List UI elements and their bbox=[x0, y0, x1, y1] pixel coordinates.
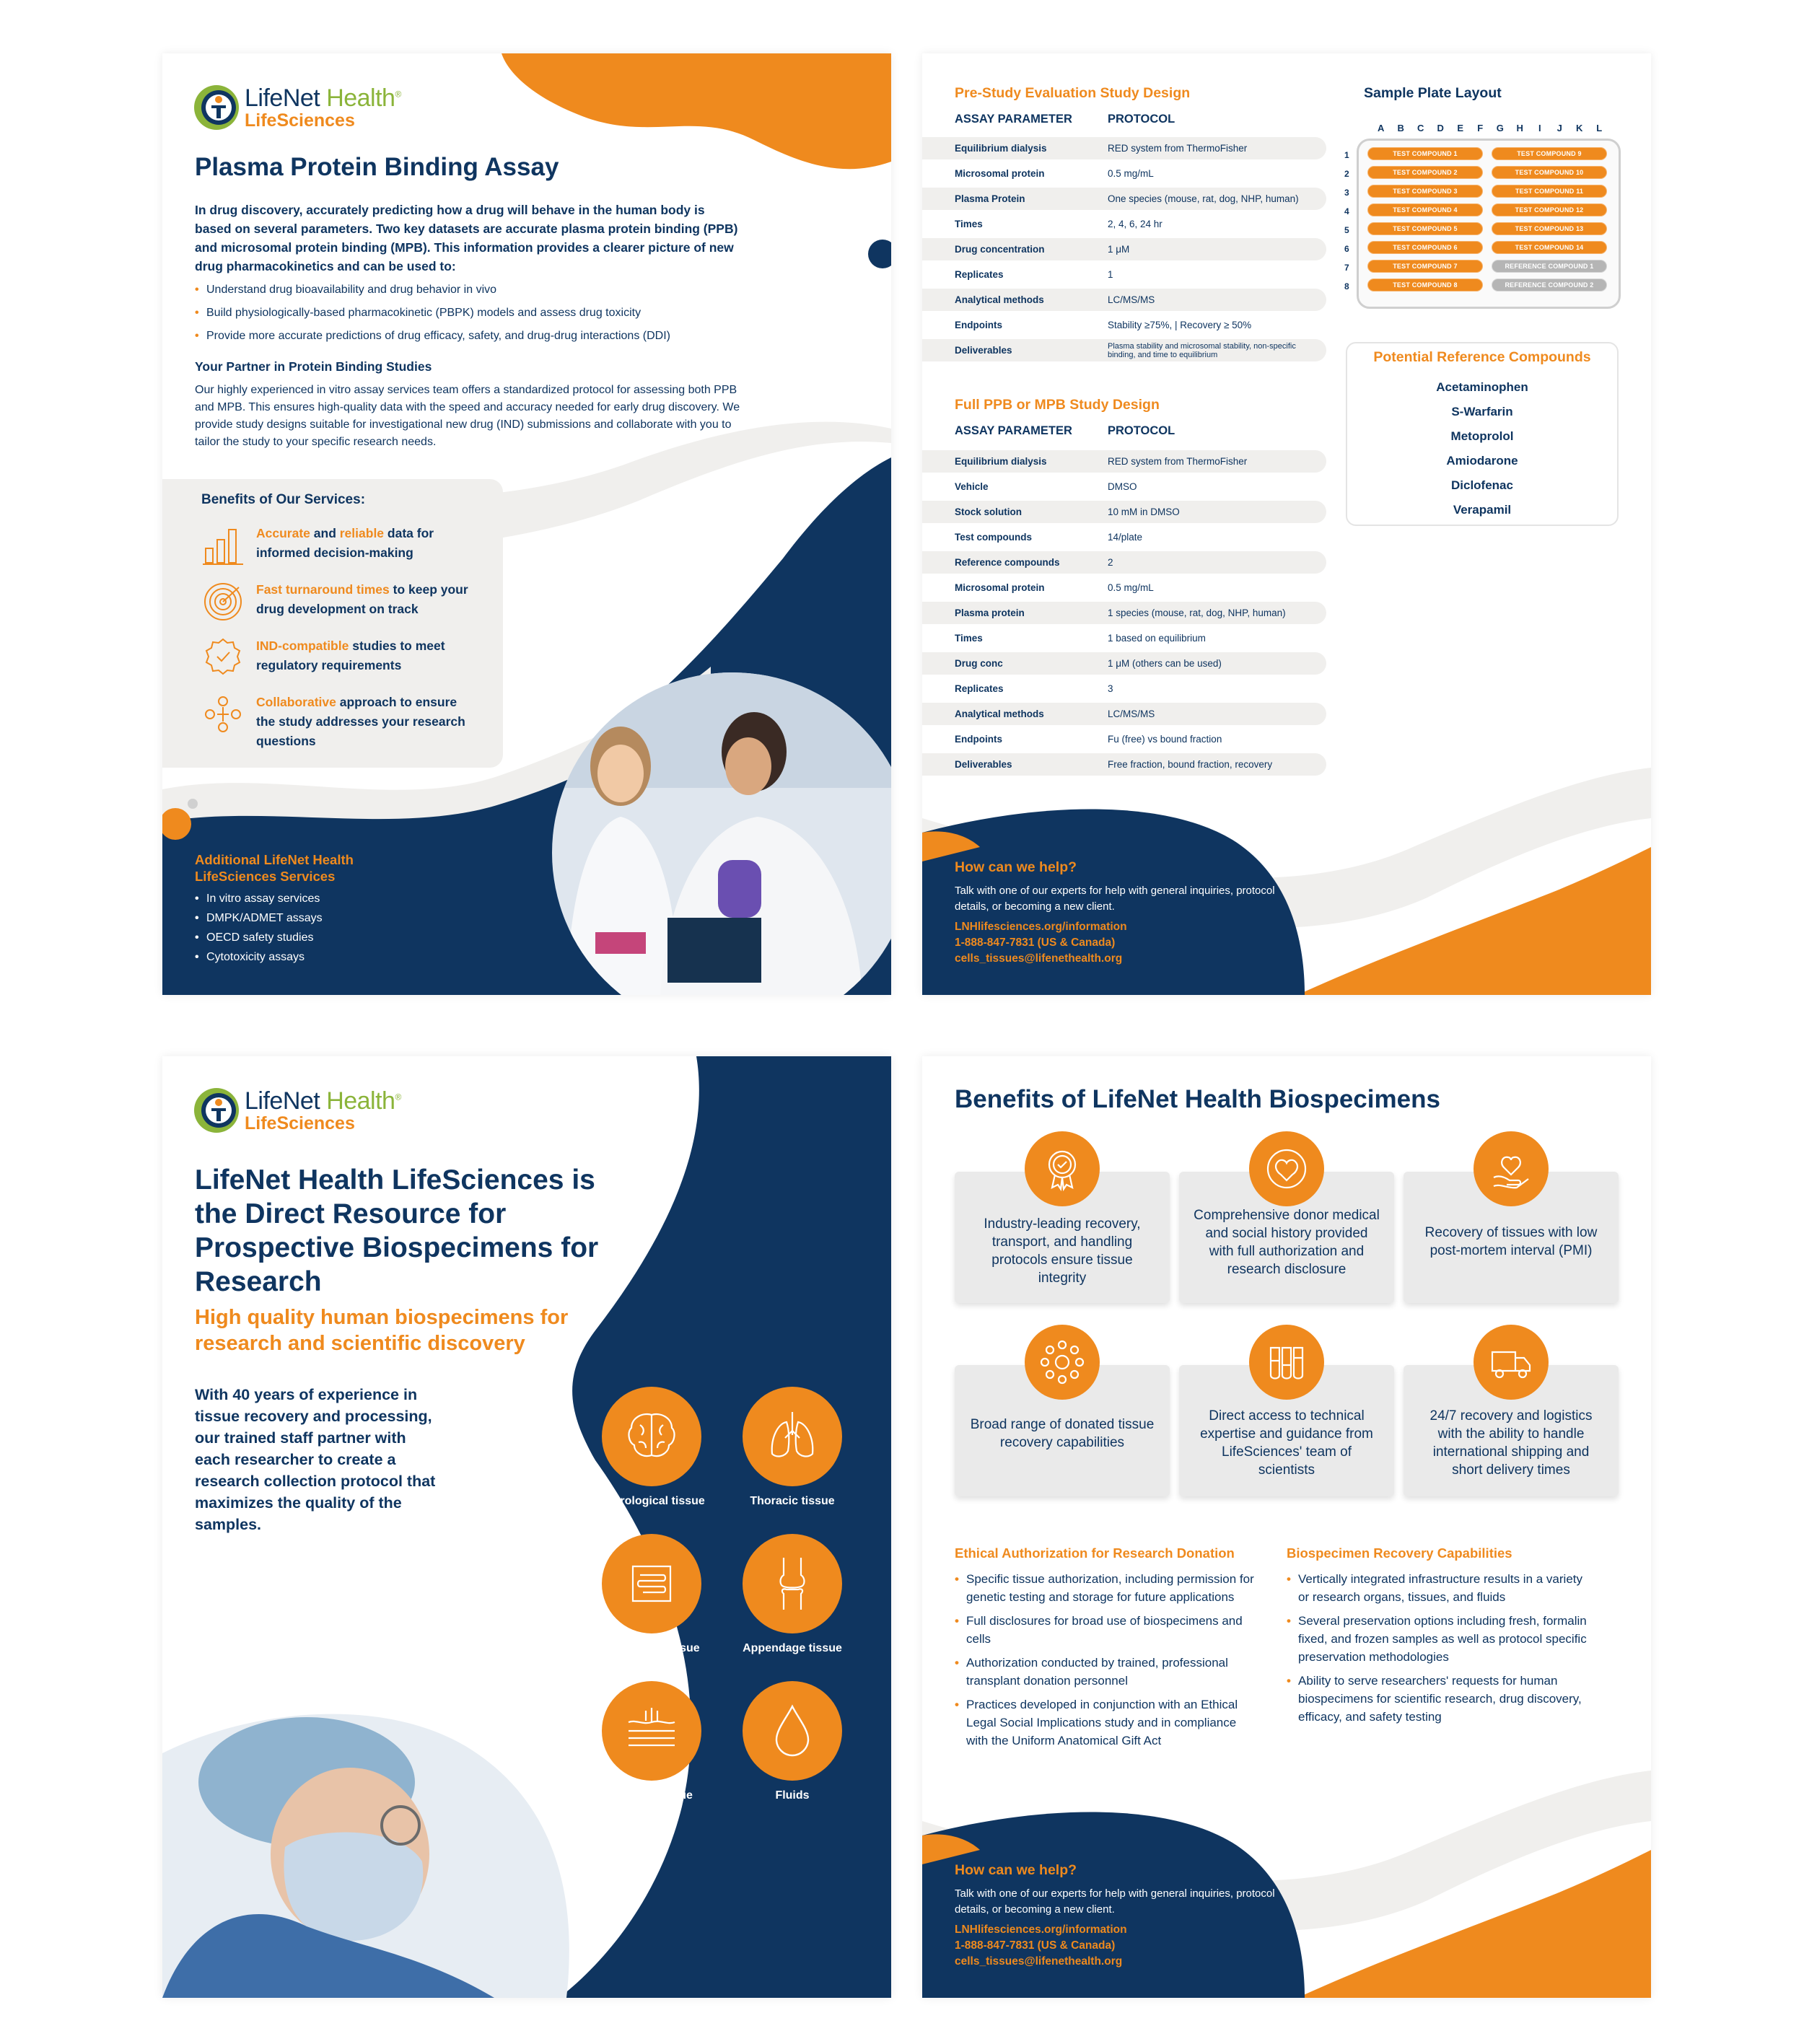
table-cell: Analytical methods bbox=[955, 709, 1044, 719]
table-cell: 3 bbox=[1108, 683, 1113, 694]
table-cell: Stability ≥75%, | Recovery ≥ 50% bbox=[1108, 320, 1252, 330]
page-biospecimens-resource bbox=[162, 1056, 891, 1998]
list-item: • Cytotoxicity assays bbox=[195, 950, 433, 965]
table-cell: 2 bbox=[1108, 557, 1113, 568]
additional-services-list bbox=[195, 892, 433, 970]
table-cell: 1 μM (others can be used) bbox=[1108, 658, 1222, 669]
table-cell: Microsomal protein bbox=[955, 582, 1045, 593]
page-title: Plasma Protein Binding Assay bbox=[195, 153, 559, 181]
table-cell: Equilibrium dialysis bbox=[955, 143, 1047, 154]
plate-col-label: D bbox=[1437, 123, 1444, 133]
plate-col-label: F bbox=[1477, 123, 1484, 133]
skin-layers-icon bbox=[621, 1701, 682, 1761]
list-item: • Vertically integrated infrastructure results in a variety or research organs, tissues, and fluids bbox=[1287, 1570, 1590, 1606]
table-row bbox=[922, 652, 1326, 675]
table-cell: Plasma protein bbox=[955, 608, 1025, 618]
table-row bbox=[922, 339, 1326, 361]
tissue-fluids bbox=[735, 1681, 850, 1802]
tissue-label: Appendage tissue bbox=[743, 1642, 842, 1654]
table-row bbox=[922, 289, 1326, 311]
contact-heading: How can we help? bbox=[955, 859, 1077, 875]
contact-heading: How can we help? bbox=[955, 1862, 1077, 1878]
plate-well-reference: REFERENCE COMPOUND 2 bbox=[1492, 278, 1607, 291]
table-row bbox=[922, 188, 1326, 210]
contact-text: Talk with one of our experts for help with general inquiries, protocol details, or becoming a new client. bbox=[955, 885, 1275, 913]
table-row bbox=[922, 450, 1326, 473]
table-cell: Replicates bbox=[955, 683, 1004, 694]
tissue-external bbox=[594, 1681, 709, 1802]
lifenet-logo-icon bbox=[193, 84, 240, 131]
list-item: • Build physiologically-based pharmacokinetic (PBPK) models and assess drug toxicity bbox=[195, 306, 772, 320]
page-subtitle: High quality human biospecimens for research and scientific discovery bbox=[195, 1306, 569, 1355]
plate-well: TEST COMPOUND 14 bbox=[1492, 241, 1607, 254]
list-item: Verapamil bbox=[1453, 503, 1512, 517]
table-cell: Reference compounds bbox=[955, 557, 1060, 568]
table-cell: 0.5 mg/mL bbox=[1108, 168, 1154, 179]
lifenet-logo-icon bbox=[193, 1087, 240, 1134]
ethical-list bbox=[955, 1570, 1258, 1755]
list-item: Diclofenac bbox=[1451, 478, 1513, 492]
plate-well: TEST COMPOUND 13 bbox=[1492, 222, 1607, 235]
table-cell: 0.5 mg/mL bbox=[1108, 582, 1154, 593]
logo-health-text: Health bbox=[326, 1087, 395, 1115]
plate-well: TEST COMPOUND 3 bbox=[1367, 185, 1483, 198]
table-row bbox=[922, 238, 1326, 260]
table-cell: 1 μM bbox=[1108, 244, 1130, 255]
page-biospecimen-benefits bbox=[922, 1056, 1651, 1998]
table-cell: 1 species (mouse, rat, dog, NHP, human) bbox=[1108, 608, 1286, 618]
intestine-icon bbox=[621, 1553, 682, 1614]
page-title: LifeNet Health LifeSciences is the Direct Resource for Prospective Biospecimens for Research bbox=[195, 1164, 599, 1297]
tissue-label: Fluids bbox=[775, 1789, 810, 1802]
logo-lifenet-text: LifeNet bbox=[245, 84, 320, 112]
table-row bbox=[922, 263, 1326, 286]
benefit-highlight: IND-compatible bbox=[256, 639, 349, 653]
table-cell: RED system from ThermoFisher bbox=[1108, 456, 1248, 467]
tissue-thoracic bbox=[735, 1387, 850, 1508]
column-header-parameter: ASSAY PARAMETER bbox=[955, 113, 1072, 126]
list-item: • Practices developed in conjunction with an Ethical Legal Social Implications study and in compliance with the Uniform Anatomical Gift Act bbox=[955, 1696, 1258, 1750]
plate-col-label: E bbox=[1457, 123, 1464, 133]
contact-text: Talk with one of our experts for help with general inquiries, protocol details, or becoming a new client. bbox=[955, 1887, 1275, 1916]
plate-col-label: K bbox=[1576, 123, 1583, 133]
test-tubes-icon bbox=[1249, 1325, 1324, 1400]
target-icon bbox=[201, 580, 245, 623]
brain-icon bbox=[621, 1406, 682, 1467]
column-header-protocol: PROTOCOL bbox=[1108, 424, 1175, 437]
logo-health-text: Health bbox=[326, 84, 395, 112]
plate-well: TEST COMPOUND 7 bbox=[1367, 260, 1483, 273]
plate-row-labels bbox=[1344, 150, 1349, 300]
list-item: • OECD safety studies bbox=[195, 931, 433, 945]
lifenet-logo[interactable] bbox=[193, 84, 401, 131]
table-row bbox=[922, 475, 1326, 498]
table-cell: Deliverables bbox=[955, 345, 1012, 356]
truck-icon bbox=[1474, 1325, 1549, 1400]
benefit-text: approach to ensure the study addresses your research questions bbox=[256, 695, 465, 748]
recovery-heading: Biospecimen Recovery Capabilities bbox=[1287, 1545, 1512, 1561]
contact-email-link[interactable]: cells_tissues@lifenethealth.org bbox=[955, 952, 1123, 965]
handshake-heart-icon bbox=[1249, 1131, 1324, 1206]
table-cell: Plasma stability and microsomal stability, non-specific binding, and time to equilibrium bbox=[1108, 341, 1296, 359]
table-cell: Equilibrium dialysis bbox=[955, 456, 1047, 467]
table-cell: RED system from ThermoFisher bbox=[1108, 143, 1248, 154]
column-header-parameter: ASSAY PARAMETER bbox=[955, 424, 1072, 437]
bar-chart-icon bbox=[201, 524, 245, 567]
table-row bbox=[922, 576, 1326, 599]
prestudy-heading: Pre-Study Evaluation Study Design bbox=[955, 85, 1191, 101]
knee-joint-icon bbox=[762, 1553, 823, 1614]
uses-list bbox=[195, 283, 772, 352]
benefit-highlight: reliable bbox=[339, 526, 385, 540]
table-cell: 2, 4, 6, 24 hr bbox=[1108, 219, 1162, 229]
list-item: • Several preservation options including fresh, formalin fixed, and frozen samples as well as protocol specific preservation methodologies bbox=[1287, 1612, 1590, 1666]
plate-well: TEST COMPOUND 6 bbox=[1367, 241, 1483, 254]
tissue-label: Abdominal tissue bbox=[603, 1642, 700, 1654]
plate-row-label: 3 bbox=[1344, 188, 1349, 198]
droplet-icon bbox=[762, 1701, 823, 1761]
tissue-label: Neurological tissue bbox=[598, 1495, 705, 1507]
table-cell: Drug concentration bbox=[955, 244, 1045, 255]
tissue-abdominal bbox=[594, 1534, 709, 1655]
table-cell: Analytical methods bbox=[955, 294, 1044, 305]
benefit-highlight: Collaborative bbox=[256, 695, 336, 709]
card-text: Recovery of tissues with low post-mortem interval (PMI) bbox=[1424, 1225, 1598, 1258]
table-cell: 1 based on equilibrium bbox=[1108, 633, 1206, 644]
list-item: • Full disclosures for broad use of biospecimens and cells bbox=[955, 1612, 1258, 1648]
plate-col-label: G bbox=[1496, 123, 1504, 133]
ethical-heading: Ethical Authorization for Research Donation bbox=[955, 1545, 1235, 1561]
reference-compounds-heading: Potential Reference Compounds bbox=[1373, 349, 1591, 365]
plate-row-label: 6 bbox=[1344, 244, 1349, 254]
table-cell: DMSO bbox=[1108, 481, 1137, 492]
plate-row-label: 2 bbox=[1344, 169, 1349, 179]
plate-col-label: J bbox=[1556, 123, 1562, 133]
page-plasma-protein-binding bbox=[162, 53, 891, 995]
tissue-neurological bbox=[594, 1387, 709, 1508]
reference-compounds-list bbox=[1346, 375, 1619, 522]
surgeon-photo bbox=[162, 1681, 610, 1998]
contact-email-link[interactable]: cells_tissues@lifenethealth.org bbox=[955, 1955, 1123, 1968]
list-item: • In vitro assay services bbox=[195, 892, 433, 906]
contact-website-link[interactable]: LNHlifesciences.org/information bbox=[955, 921, 1127, 933]
award-icon bbox=[201, 636, 245, 680]
table-row bbox=[922, 602, 1326, 624]
table-row bbox=[922, 314, 1326, 336]
heart-hand-icon bbox=[1474, 1131, 1549, 1206]
plate-row-label: 5 bbox=[1344, 225, 1349, 235]
intro-paragraph: With 40 years of experience in tissue recovery and processing, our trained staff partner with each researcher to create a research collection protocol that maximizes the quality of the samples. bbox=[195, 1386, 436, 1533]
table-cell: Plasma Protein bbox=[955, 193, 1025, 204]
list-item: S-Warfarin bbox=[1451, 405, 1513, 418]
plate-well: TEST COMPOUND 5 bbox=[1367, 222, 1483, 235]
benefit-highlight: Accurate bbox=[256, 526, 310, 540]
benefit-fast bbox=[201, 580, 473, 623]
table-cell: 14/plate bbox=[1108, 532, 1143, 543]
card-text: 24/7 recovery and logistics with the ability to handle international shipping and short delivery times bbox=[1429, 1408, 1593, 1478]
page-title: Benefits of LifeNet Health Biospecimens bbox=[955, 1085, 1440, 1113]
table-row bbox=[922, 162, 1326, 185]
list-item: Metoprolol bbox=[1450, 429, 1514, 443]
plate-well: TEST COMPOUND 2 bbox=[1367, 166, 1483, 179]
network-icon bbox=[1025, 1325, 1100, 1400]
plate-well: TEST COMPOUND 12 bbox=[1492, 203, 1607, 216]
plate-col-label: I bbox=[1538, 123, 1541, 133]
card-text: Direct access to technical expertise and guidance from LifeSciences' team of scientists bbox=[1200, 1408, 1373, 1478]
list-item: • Provide more accurate predictions of drug efficacy, safety, and drug-drug interactions (DDI) bbox=[195, 329, 772, 343]
card-text: Broad range of donated tissue recovery capabilities bbox=[970, 1417, 1155, 1450]
table-cell: Stock solution bbox=[955, 506, 1023, 517]
plate-row-label: 7 bbox=[1344, 263, 1349, 273]
plate-row-label: 4 bbox=[1344, 206, 1349, 216]
plate-well: TEST COMPOUND 9 bbox=[1492, 147, 1607, 160]
benefit-highlight: Fast turnaround times bbox=[256, 582, 390, 597]
table-cell: Test compounds bbox=[955, 532, 1033, 543]
tissue-label: Thoracic tissue bbox=[750, 1495, 835, 1507]
benefits-heading: Benefits of Our Services: bbox=[201, 492, 366, 507]
logo-lifesciences-text: LifeSciences bbox=[245, 110, 355, 131]
list-item: Amiodarone bbox=[1446, 454, 1518, 468]
table-cell: 1 bbox=[1108, 269, 1113, 280]
table-row bbox=[922, 213, 1326, 235]
table-cell: 10 mM in DMSO bbox=[1108, 506, 1180, 517]
page-study-design bbox=[922, 53, 1651, 995]
table-row bbox=[922, 501, 1326, 523]
lungs-icon bbox=[762, 1406, 823, 1467]
plate-wells bbox=[1367, 147, 1607, 291]
list-item: Acetaminophen bbox=[1436, 380, 1528, 394]
plate-col-label: H bbox=[1516, 123, 1523, 133]
contact-phone[interactable]: 1-888-847-7831 (US & Canada) bbox=[955, 937, 1116, 949]
plate-well-reference: REFERENCE COMPOUND 1 bbox=[1492, 260, 1607, 273]
plate-col-label: B bbox=[1397, 123, 1404, 133]
tissue-label: External tissue bbox=[610, 1789, 693, 1802]
table-cell: Replicates bbox=[955, 269, 1004, 280]
benefit-text: and bbox=[310, 526, 340, 540]
table-row bbox=[922, 728, 1326, 750]
table-cell: LC/MS/MS bbox=[1108, 294, 1155, 305]
table-cell: One species (mouse, rat, dog, NHP, human) bbox=[1108, 193, 1299, 204]
table-row bbox=[922, 753, 1326, 776]
full-table-header bbox=[955, 424, 1175, 438]
plate-well: TEST COMPOUND 8 bbox=[1367, 278, 1483, 291]
plate-col-label: L bbox=[1596, 123, 1603, 133]
table-cell: Drug conc bbox=[955, 658, 1003, 669]
contact-phone[interactable]: 1-888-847-7831 (US & Canada) bbox=[955, 1939, 1116, 1952]
plate-well: TEST COMPOUND 10 bbox=[1492, 166, 1607, 179]
award-ribbon-icon bbox=[1025, 1131, 1100, 1206]
benefit-text: data for informed decision-making bbox=[256, 526, 434, 560]
card-text: Industry-leading recovery, transport, and handling protocols ensure tissue integrity bbox=[984, 1216, 1141, 1286]
plate-col-label: C bbox=[1417, 123, 1424, 133]
table-cell: Endpoints bbox=[955, 320, 1002, 330]
logo-registered-mark: ® bbox=[395, 89, 401, 100]
plate-well: TEST COMPOUND 1 bbox=[1367, 147, 1483, 160]
table-row bbox=[922, 703, 1326, 725]
table-row bbox=[922, 137, 1326, 159]
prestudy-table bbox=[922, 137, 1326, 364]
table-cell: Endpoints bbox=[955, 734, 1002, 745]
contact-links bbox=[955, 919, 1127, 967]
benefit-text: to keep your drug development on track bbox=[256, 582, 468, 616]
table-cell: Free fraction, bound fraction, recovery bbox=[1108, 759, 1273, 770]
benefit-text: studies to meet regulatory requirements bbox=[256, 639, 445, 672]
list-item: • Authorization conducted by trained, professional transplant donation personnel bbox=[955, 1654, 1258, 1690]
recovery-list bbox=[1287, 1570, 1590, 1732]
logo-lifenet-text: LifeNet bbox=[245, 1087, 320, 1115]
benefit-ind bbox=[201, 636, 473, 680]
team-icon bbox=[201, 693, 245, 736]
additional-services-heading: Additional LifeNet Health LifeSciences Services bbox=[195, 852, 354, 884]
list-item: • Understand drug bioavailability and drug behavior in vivo bbox=[195, 283, 772, 297]
prestudy-table-header bbox=[955, 113, 1175, 126]
plate-well: TEST COMPOUND 11 bbox=[1492, 185, 1607, 198]
list-item: • DMPK/ADMET assays bbox=[195, 911, 433, 926]
contact-website-link[interactable]: LNHlifesciences.org/information bbox=[955, 1924, 1127, 1936]
full-study-table bbox=[922, 450, 1326, 778]
benefit-accurate bbox=[201, 524, 473, 567]
benefit-collaborative bbox=[201, 693, 473, 751]
table-cell: Fu (free) vs bound fraction bbox=[1108, 734, 1222, 745]
list-item: • Ability to serve researchers' requests for human biospecimens for scientific research, drug discovery, efficacy, and safety testing bbox=[1287, 1672, 1590, 1726]
plate-layout-heading: Sample Plate Layout bbox=[1364, 85, 1502, 101]
plate-row-label: 8 bbox=[1344, 281, 1349, 291]
table-cell: Times bbox=[955, 219, 983, 229]
column-header-protocol: PROTOCOL bbox=[1108, 113, 1175, 126]
table-cell: Microsomal protein bbox=[955, 168, 1045, 179]
plate-col-label: A bbox=[1378, 123, 1385, 133]
card-text: Comprehensive donor medical and social history provided with full authorization and research disclosure bbox=[1194, 1208, 1380, 1277]
contact-links bbox=[955, 1922, 1127, 1970]
table-cell: LC/MS/MS bbox=[1108, 709, 1155, 719]
table-row bbox=[922, 627, 1326, 649]
table-row bbox=[922, 551, 1326, 574]
logo-registered-mark: ® bbox=[395, 1092, 401, 1102]
tissue-appendage bbox=[735, 1534, 850, 1655]
list-item: • Specific tissue authorization, including permission for genetic testing and storage for future applications bbox=[955, 1570, 1258, 1606]
partner-paragraph: Our highly experienced in vitro assay services team offers a standardized protocol for assessing both PPB and MPB. This ensures high-quality data with the speed and accuracy needed for early drug discovery. We provide study designs suitable for investigational new drug (IND) submissions and collaborate with you to tailor the study to your specific research needs. bbox=[195, 384, 740, 448]
table-cell: Vehicle bbox=[955, 481, 989, 492]
intro-paragraph: In drug discovery, accurately predicting how a drug will behave in the human body is based on several parameters. Two key datasets are accurate plasma protein binding (PPB) and microsomal protein binding (MPB). This information provides a clearer picture of new drug pharmacokinetics and can be used to: bbox=[195, 203, 738, 273]
logo-lifesciences-text: LifeSciences bbox=[245, 1113, 355, 1133]
table-cell: Times bbox=[955, 633, 983, 644]
plate-column-labels bbox=[1371, 123, 1609, 133]
partner-heading: Your Partner in Protein Binding Studies bbox=[195, 359, 432, 374]
table-cell: Deliverables bbox=[955, 759, 1012, 770]
scientists-photo bbox=[552, 672, 891, 995]
lifenet-logo[interactable] bbox=[193, 1087, 401, 1134]
plate-row-label: 1 bbox=[1344, 150, 1349, 160]
table-row bbox=[922, 526, 1326, 548]
plate-well: TEST COMPOUND 4 bbox=[1367, 203, 1483, 216]
full-study-heading: Full PPB or MPB Study Design bbox=[955, 397, 1160, 413]
table-row bbox=[922, 677, 1326, 700]
